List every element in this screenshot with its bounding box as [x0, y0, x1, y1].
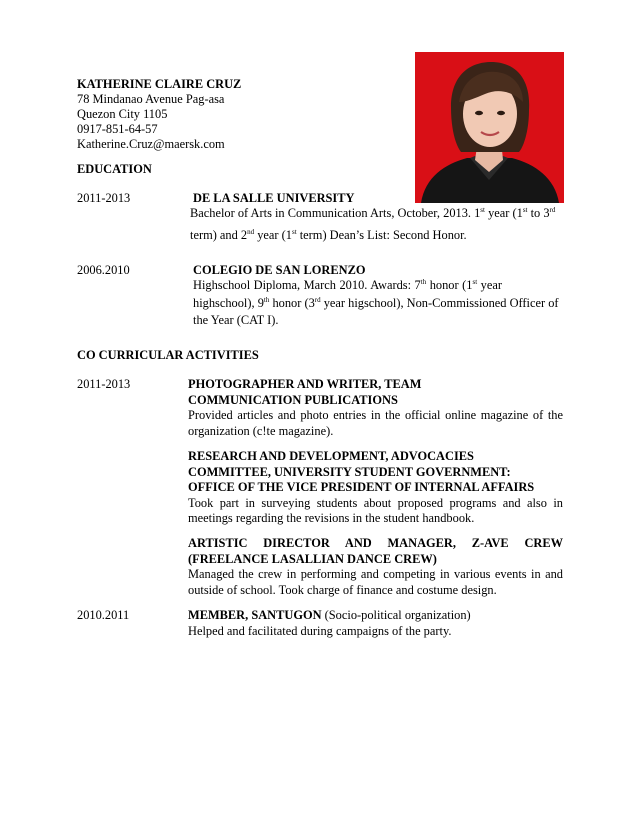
- activity-date-1: 2011-2013: [77, 377, 131, 391]
- activity-date-4: 2010.2011: [77, 608, 130, 622]
- education-detail-1: Bachelor of Arts in Communication Arts, October, 2013. 1st year (1st to 3rd term) and 2nd year (1st term) Dean’s List: Second Honor.: [190, 205, 556, 242]
- activity-item-2: [188, 449, 563, 527]
- person-silhouette-icon: [415, 52, 564, 203]
- activity-title: RESEARCH AND DEVELOPMENT, ADVOCACIES: [188, 449, 474, 463]
- activity-description: Provided articles and photo entries in the official online magazine of the organization (c!te magazine).: [188, 408, 563, 438]
- address-line-2: Quezon City 1105: [77, 107, 168, 121]
- activity-title: COMMUNICATION PUBLICATIONS: [188, 392, 398, 407]
- activity-description: Managed the crew in performing and competing in various events in and outside of school. Took charge of finance and costume design.: [188, 567, 563, 597]
- activity-description: Helped and facilitated during campaigns of the party.: [188, 623, 452, 638]
- activity-title-note: (Socio-political organization): [321, 608, 471, 622]
- activity-title: OFFICE OF THE VICE PRESIDENT OF INTERNAL AFFAIRS: [188, 480, 535, 494]
- activity-title: (FREELANCE LASALLIAN DANCE CREW): [188, 551, 437, 566]
- activity-description: Took part in surveying students about proposed programs and also in meetings regarding the revisions in the student handbook.: [188, 495, 563, 525]
- activity-item-4: [188, 608, 563, 639]
- education-date-1: 2011-2013: [77, 191, 131, 205]
- school-name-1: DE LA SALLE UNIVERSITY: [193, 191, 355, 205]
- email-address: Katherine.Cruz@maersk.com: [77, 137, 225, 151]
- education-date-2: 2006.2010: [77, 263, 130, 277]
- activity-item-3: [188, 536, 563, 598]
- phone-number: 0917-851-64-57: [77, 122, 158, 136]
- activity-title: ARTISTIC DIRECTOR AND MANAGER, Z-AVE CREW: [188, 536, 563, 550]
- activity-title: PHOTOGRAPHER AND WRITER, TEAM: [188, 377, 422, 391]
- education-heading: EDUCATION: [77, 162, 152, 176]
- activities-heading: CO CURRICULAR ACTIVITIES: [77, 348, 259, 362]
- resume-name: KATHERINE CLAIRE CRUZ: [77, 77, 242, 91]
- activity-title: COMMITTEE, UNIVERSITY STUDENT GOVERNMENT:: [188, 464, 511, 479]
- activity-title: MEMBER, SANTUGON: [188, 608, 322, 622]
- address-line-1: 78 Mindanao Avenue Pag-asa: [77, 92, 225, 106]
- activity-item-1: [188, 377, 563, 439]
- education-detail-2: Highschool Diploma, March 2010. Awards: 7th honor (1st year highschool), 9th honor (3rd year higschool), Non-Commissioned Officer of the Year (CAT I).: [193, 277, 559, 327]
- profile-photo: [415, 52, 564, 203]
- school-name-2: COLEGIO DE SAN LORENZO: [193, 263, 366, 277]
